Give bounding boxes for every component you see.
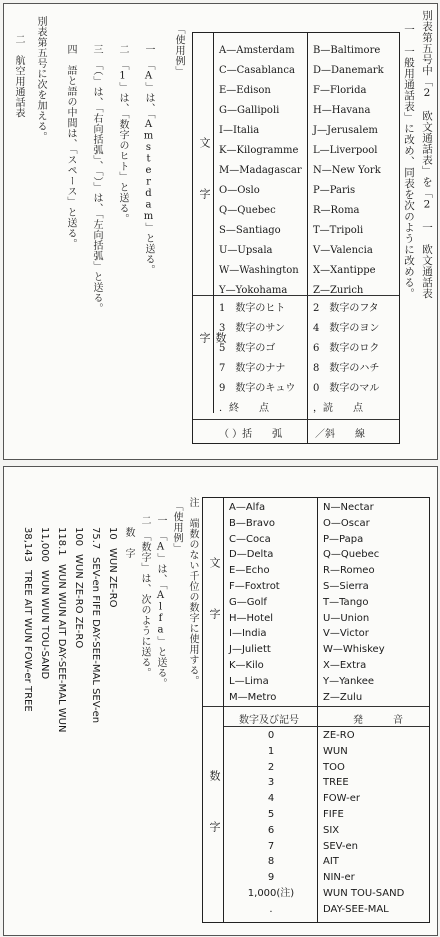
bottom-letter-entry: O—Oscar bbox=[323, 517, 370, 529]
top-letter-entry: Q—Quebec bbox=[219, 205, 276, 216]
top-letter-entry: W—Washington bbox=[219, 265, 299, 276]
top-letter-entry: R—Roma bbox=[313, 205, 360, 216]
top-symbol-left: （ ）括 弧 bbox=[219, 429, 283, 440]
example-number: 118.1 bbox=[56, 527, 67, 556]
top-letter-entry: M—Madagascar bbox=[219, 165, 302, 176]
example-row bbox=[21, 527, 37, 712]
top-digit-entry: 0 数字のマル bbox=[313, 383, 380, 394]
top-letter-entry: F—Florida bbox=[313, 85, 367, 96]
top-usage-4: 四 語と語の中間は、「スペース」と送る。 bbox=[65, 44, 76, 249]
bottom-examples bbox=[12, 527, 122, 907]
top-digits-left bbox=[215, 299, 307, 419]
top-digit-entry: 4 数字のヨン bbox=[313, 323, 380, 334]
top-title-cont: 一 一般用通話表」に改め、同表を次のように改める。 bbox=[403, 24, 415, 299]
bottom-usage-1: 一 「A」は、「Alfa」と送る。 bbox=[155, 515, 166, 689]
top-digit-entry: 3 数字のサン bbox=[219, 323, 285, 334]
top-letter-entry: H—Havana bbox=[313, 105, 371, 116]
bottom-letter-entry: L—Lima bbox=[229, 675, 269, 687]
top-letter-entry: S—Santiago bbox=[219, 225, 281, 236]
bottom-letter-entry: N—Nectar bbox=[323, 502, 374, 513]
bottom-digit-pron: TOO bbox=[323, 761, 345, 773]
bottom-letter-entry: A—Alfa bbox=[229, 502, 266, 513]
bottom-digit-symbol: 0 bbox=[267, 730, 275, 741]
top-addition: 別表第五号に次を加える。 bbox=[35, 16, 46, 142]
top-usage-title: 「使用例」 bbox=[173, 24, 184, 77]
example-words: SEV-en FIFE DAY-SEE-MAL SEV-en bbox=[90, 557, 101, 724]
bottom-letter-entry: V—Victor bbox=[323, 628, 369, 640]
top-letter-entry: T—Tripoli bbox=[313, 225, 364, 236]
top-letters-right bbox=[309, 41, 399, 301]
bottom-letter-entry: U—Union bbox=[323, 612, 370, 624]
top-letter-entry: J—Jerusalem bbox=[313, 125, 378, 136]
bottom-digit-pron: FIFE bbox=[323, 808, 344, 820]
top-usage-1: 一 「A」は、「Amsterdam」と送る。 bbox=[143, 44, 154, 275]
top-digit-entry: 5 数字のゴ bbox=[219, 343, 276, 354]
top-letter-entry: I—Italia bbox=[219, 125, 260, 136]
top-usage-2: 二 「1」は、「数字のヒト」と送る。 bbox=[117, 44, 128, 224]
top-usage-3: 三 「（」は、「右向括弧」、「）」は、「左向括弧」と送る。 bbox=[91, 44, 102, 314]
bottom-letter-entry: I—India bbox=[229, 628, 267, 640]
top-letter-entry: X—Xantippe bbox=[313, 265, 376, 276]
bottom-table bbox=[202, 497, 430, 923]
example-number: 38,143 bbox=[22, 527, 33, 562]
top-table bbox=[192, 32, 400, 444]
top-title: 別表第五号中「2 欧文通話表」を「2 一 欧文通話表 bbox=[421, 10, 433, 299]
top-letter-entry: E—Edison bbox=[219, 85, 271, 96]
top-letter-entry: K—Kilogramme bbox=[219, 145, 299, 156]
top-letter-entry: V—Valencia bbox=[313, 245, 373, 256]
top-letter-entry: D—Danemark bbox=[313, 65, 384, 76]
top-digit-entry: ，読 点 bbox=[313, 403, 363, 414]
example-row bbox=[55, 527, 71, 732]
top-label-letters: 文字 bbox=[198, 137, 211, 239]
top-letter-entry: A—Amsterdam bbox=[219, 45, 295, 56]
top-label-digits: 数字 bbox=[198, 331, 227, 383]
top-letter-entry: Z—Zurich bbox=[313, 285, 364, 296]
bottom-letter-entry: Y—Yankee bbox=[323, 675, 375, 687]
bottom-letter-entry: G—Golf bbox=[229, 596, 267, 608]
top-letter-entry: G—Gallipoli bbox=[219, 105, 280, 116]
bottom-letter-entry: P—Papa bbox=[323, 533, 364, 545]
bottom-letter-entry: C—Coca bbox=[229, 533, 271, 545]
example-words: WUN WUN TOU-SAND bbox=[39, 570, 50, 680]
bottom-digit-symbol: 6 bbox=[267, 824, 275, 836]
bottom-letter-entry: D—Delta bbox=[229, 549, 274, 561]
top-digits-right bbox=[309, 299, 399, 419]
bottom-digit-symbol: 2 bbox=[267, 761, 275, 773]
example-number: 11,000 bbox=[39, 527, 50, 562]
bottom-digit-pron: FOW-er bbox=[323, 793, 360, 805]
bottom-letter-entry: J—Juliett bbox=[229, 644, 271, 656]
bottom-digit-symbol: 1 bbox=[267, 745, 275, 757]
top-digit-entry: 6 数字のロク bbox=[313, 343, 380, 354]
bottom-digit-symbol: 1,000(注) bbox=[247, 887, 295, 899]
top-letters-left bbox=[215, 41, 307, 301]
bottom-label-digits: 数字 bbox=[208, 770, 221, 872]
bottom-letter-entry: H—Hotel bbox=[229, 612, 274, 624]
top-digit-entry: 7 数字のナナ bbox=[219, 363, 286, 374]
bottom-page bbox=[3, 466, 438, 936]
example-words: TREE AIT WUN FOW-er TREE bbox=[22, 570, 33, 712]
example-row bbox=[72, 527, 88, 648]
top-digit-entry: 2 数字のフタ bbox=[313, 303, 379, 314]
top-digit-entry: 9 数字のキュウ bbox=[219, 383, 296, 394]
bottom-letter-entry: T—Tango bbox=[323, 596, 369, 608]
bottom-letter-entry: F—Foxtrot bbox=[229, 580, 280, 592]
bottom-letters-right bbox=[319, 500, 429, 705]
bottom-letter-entry: Q—Quebec bbox=[323, 549, 380, 561]
example-number: 10 bbox=[107, 527, 118, 540]
example-words: WUN ZE-RO ZE-RO bbox=[73, 554, 84, 649]
example-row bbox=[38, 527, 54, 679]
example-words: WUN WUN AIT DAY-SEE-MAL WUN bbox=[56, 563, 67, 733]
bottom-letter-entry: E—Echo bbox=[229, 565, 270, 577]
top-digit-entry: 8 数字のハチ bbox=[313, 363, 380, 374]
top-addition-sub: 二 航空用通話表 bbox=[13, 34, 24, 118]
bottom-note: 注 端数のない千位の数字に使用する。 bbox=[187, 497, 198, 686]
example-words: WUN ZE-RO bbox=[107, 547, 118, 608]
bottom-digit-pron: SEV-en bbox=[323, 840, 359, 852]
top-letter-entry: O—Oslo bbox=[219, 185, 260, 196]
bottom-example-head: 数 字 bbox=[123, 527, 134, 559]
top-letter-entry: L—Liverpool bbox=[313, 145, 378, 156]
top-digit-entry: ．終 点 bbox=[219, 403, 269, 414]
top-letter-entry: C—Casablanca bbox=[219, 65, 295, 76]
bottom-letter-entry: W—Whiskey bbox=[323, 644, 385, 656]
example-row bbox=[106, 527, 122, 607]
top-digit-entry: 1 数字のヒト bbox=[219, 303, 286, 314]
bottom-digit-pron: SIX bbox=[323, 824, 340, 836]
bottom-digit-symbol: 7 bbox=[267, 840, 275, 852]
top-letter-entry: N—New York bbox=[313, 165, 381, 176]
bottom-digit-symbols bbox=[225, 728, 317, 918]
top-letter-entry: P—Paris bbox=[313, 185, 356, 196]
bottom-letter-entry: Z—Zulu bbox=[323, 691, 363, 703]
bottom-letter-entry: K—Kilo bbox=[229, 659, 264, 671]
bottom-digit-pron: WUN TOU-SAND bbox=[323, 887, 405, 899]
bottom-digit-symbol: 5 bbox=[267, 808, 275, 820]
top-letter-entry: U—Upsala bbox=[219, 245, 273, 256]
bottom-usage-2: 二 「数字」は、次のように送る。 bbox=[139, 515, 150, 678]
top-letter-entry: Y—Yokohama bbox=[219, 285, 288, 296]
example-row bbox=[89, 527, 105, 723]
bottom-digit-symbol: 4 bbox=[267, 793, 275, 805]
bottom-letter-entry: B—Bravo bbox=[229, 517, 275, 529]
bottom-digit-pron: DAY-SEE-MAL bbox=[323, 903, 389, 915]
bottom-digit-pron: AIT bbox=[323, 856, 339, 868]
example-number: 100 bbox=[73, 527, 84, 547]
bottom-digit-pron: ZE-RO bbox=[323, 730, 355, 741]
bottom-usage-title: 「使用例」 bbox=[171, 501, 182, 554]
bottom-head-left: 数字及び記号 bbox=[239, 715, 299, 726]
bottom-label-letters: 文字 bbox=[208, 557, 221, 659]
bottom-digit-pron: WUN bbox=[323, 745, 348, 757]
bottom-digit-symbol: 8 bbox=[267, 856, 275, 868]
top-symbol-right: ／斜 線 bbox=[315, 429, 365, 440]
bottom-letter-entry: R—Romeo bbox=[323, 565, 375, 577]
bottom-letter-entry: X—Extra bbox=[323, 659, 367, 671]
bottom-digit-pron: TREE bbox=[323, 777, 349, 789]
bottom-digit-symbol: 9 bbox=[267, 872, 275, 884]
top-letter-entry: B—Baltimore bbox=[313, 45, 381, 56]
bottom-digit-pron: NIN-er bbox=[323, 872, 355, 884]
bottom-letter-entry: M—Metro bbox=[229, 691, 277, 703]
bottom-digit-symbol: . bbox=[269, 903, 273, 915]
bottom-letter-entry: S—Sierra bbox=[323, 580, 369, 592]
bottom-head-right: 発 音 bbox=[353, 715, 403, 726]
bottom-letters-left bbox=[225, 500, 317, 705]
top-page bbox=[3, 3, 438, 460]
bottom-digit-symbol: 3 bbox=[267, 777, 275, 789]
example-number: 75.7 bbox=[90, 527, 101, 550]
bottom-digit-pronunciation bbox=[319, 728, 429, 918]
